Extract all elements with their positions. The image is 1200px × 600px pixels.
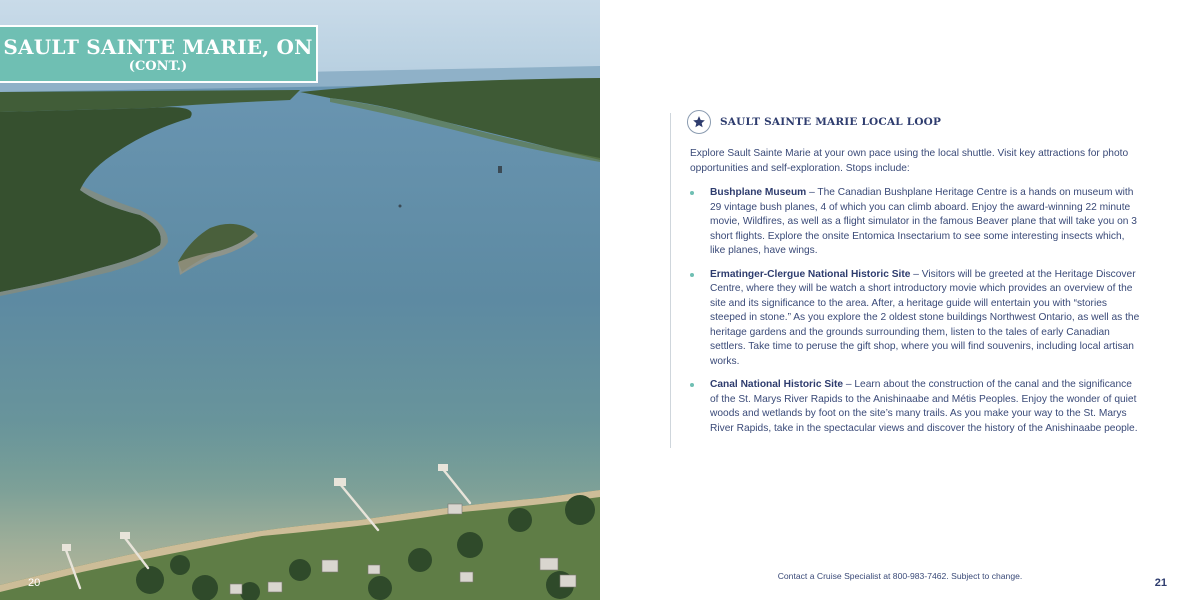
- list-item: [690, 378, 1140, 436]
- stop-description: – The Canadian Bushplane Heritage Centre is a hands on museum with 29 vintage bush planes, 4 of which you can climb aboard. Enjoy the award-winning 22 minute movie, Wildfires, as well as a flight simulator in the famous Beaver plane that will take you on 3 short flights. Explore the onsite Entomica Insectarium to see some interesting insects which, like planes, have wings.: [710, 187, 1137, 256]
- intro-paragraph: Explore Sault Sainte Marie at your own pace using the local shuttle. Visit key attractions for photo opportunities and self-exploration. Stops include:: [690, 148, 1129, 174]
- location-title: SAULT SAINTE MARIE, ON: [3, 35, 313, 59]
- stop-description: – Learn about the construction of the canal and the significance of the St. Marys River Rapids to the Anishinaabe and Métis Peoples. Enjoy the wonder of quiet woods and wetlands by foot on the site’s many trails. As you make your way to the St. Marys River Rapids, take in the spectacular views and discover the history of the Anishinaabe people.: [710, 379, 1138, 434]
- bullet-icon: [690, 383, 694, 387]
- bullet-icon: [690, 273, 694, 277]
- page-number-left: 20: [28, 577, 41, 589]
- bullet-icon: [690, 191, 694, 195]
- location-title-continued: (CONT.): [128, 59, 188, 74]
- stop-description: – Visitors will be greeted at the Heritage Discover Centre, where they will be watch a short introductory movie which provides an overview of the site and its significance to the area. After, a heritage guide will entertain you with “stories steeped in stone.” As you explore the 2 oldest stone buildings Northwest Ontario, as well as the heritage gardens and the grounds surrounding them, listen to the tales of early Canadian settlers. Take time to peruse the gift shop, where you will find souvenirs, including local artisan works.: [710, 268, 1140, 367]
- list-item: [690, 186, 1140, 259]
- stops-list: [690, 186, 1140, 445]
- stop-name: Ermatinger-Clergue National Historic Site: [710, 268, 911, 280]
- location-title-banner: [0, 25, 318, 83]
- vertical-divider: [670, 113, 671, 448]
- star-icon: [687, 110, 711, 134]
- list-item: [690, 268, 1140, 370]
- page-number-right: 21: [1154, 577, 1167, 589]
- stop-name: Bushplane Museum: [710, 187, 807, 198]
- stop-name: Canal National Historic Site: [710, 379, 844, 390]
- section-heading: SAULT SAINTE MARIE LOCAL LOOP: [720, 116, 942, 128]
- right-page: [600, 0, 1200, 600]
- contact-footer: Contact a Cruise Specialist at 800-983-7462. Subject to change.: [777, 571, 1023, 581]
